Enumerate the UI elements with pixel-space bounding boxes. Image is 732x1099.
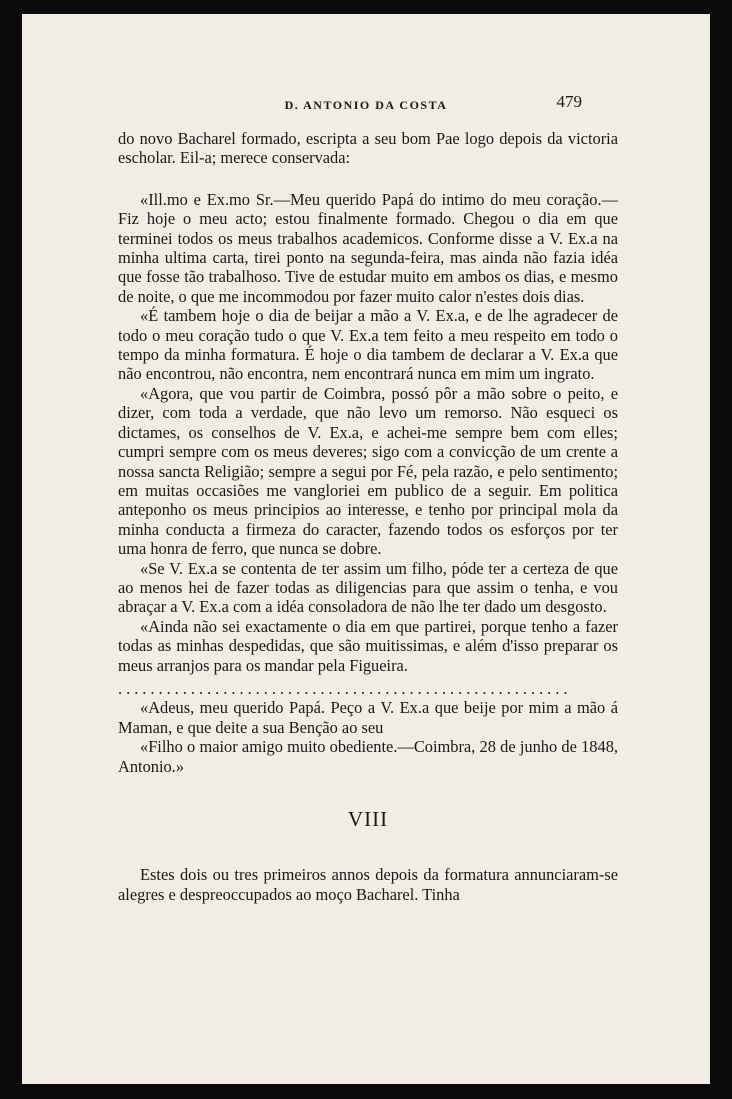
page-header [22, 92, 710, 122]
paragraph-intro: do novo Bacharel formado, escripta a seu bom Pae logo depois da victoria escholar. Eil-a; merece conservada: [118, 129, 618, 168]
paragraph-letter-signature: «Filho o maior amigo muito obediente.—Coimbra, 28 de junho de 1848, Antonio.» [118, 737, 618, 776]
paragraph-letter-contentment: «Se V. Ex.a se contenta de ter assim um filho, póde ter a certeza de que ao menos hei de fazer todas as diligencias para que assim o tenha, e vou abraçar a V. Ex.a com a idéa consoladora de não lhe ter dado um desgosto. [118, 558, 618, 617]
paragraph-letter-farewells: «Ainda não sei exactamente o dia em que partirei, porque tenho a fazer todas as minhas despedidas, que são muitissimas, e além d'isso preparar os meus arranjos para os mandar pela Figueira. [118, 616, 618, 675]
paragraph-letter-adeus: «Adeus, meu querido Papá. Peço a V. Ex.a que beije por mim a mão á Maman, e que deite a sua Benção ao seu [118, 698, 618, 737]
ellipsis-row: ........................................................ [118, 678, 572, 698]
paragraph-letter-thanks: «É tambem hoje o dia de beijar a mão a V. Ex.a, e de lhe agradecer de todo o meu coração tudo o que V. Ex.a tem feito a meu respeito em todo o tempo da minha formatura. É hoje o dia tambem de declarar a V. Ex.a que não encontrou, não encontra, nem encontrará nunca em mim um ingrato. [118, 306, 618, 384]
paragraph-closing: Estes dois ou tres primeiros annos depois da formatura annunciaram-se alegres e despreoccupados ao moço Bacharel. Tinha [118, 865, 618, 904]
book-page [22, 14, 710, 1084]
section-heading: VIII [347, 807, 389, 831]
running-title: D. ANTONIO DA COSTA [284, 98, 448, 112]
body-text [118, 129, 618, 904]
page-number: 479 [556, 92, 582, 111]
paragraph-letter-departure: «Agora, que vou partir de Coimbra, possó pôr a mão sobre o peito, e dizer, com toda a verdade, que não levo um remorso. Não esqueci os dictames, os conselhos de V. Ex.a, e achei-me sempre bem com elles; cumpri sempre com os meus deveres; sigo com a convicção de um crente a nossa sancta Religião; sempre a segui por Fé, pela razão, e pelo sentimento; em muitas occasiões me vangloriei em publico de a seguir. Em politica anteponho os meus principios ao interesse, e tenho por principal mola da minha conducta a firmeza do caracter, fazendo todos os esforços por ter uma honra de ferro, que nunca se dobre. [118, 383, 618, 559]
paragraph-letter-opening: «Ill.mo e Ex.mo Sr.—Meu querido Papá do intimo do meu coração.—Fiz hoje o meu acto; estou finalmente formado. Chegou o dia em que terminei todos os meus trabalhos academicos. Conforme disse a V. Ex.a na minha ultima carta, tirei ponto na segunda-feira, mas ainda não fazia idéa que fosse tão trabalhoso. Tive de estudar muito em ambos os dias, e mesmo de noite, o que me incommodou por fazer muito calor n'estes dois dias. [118, 189, 618, 306]
